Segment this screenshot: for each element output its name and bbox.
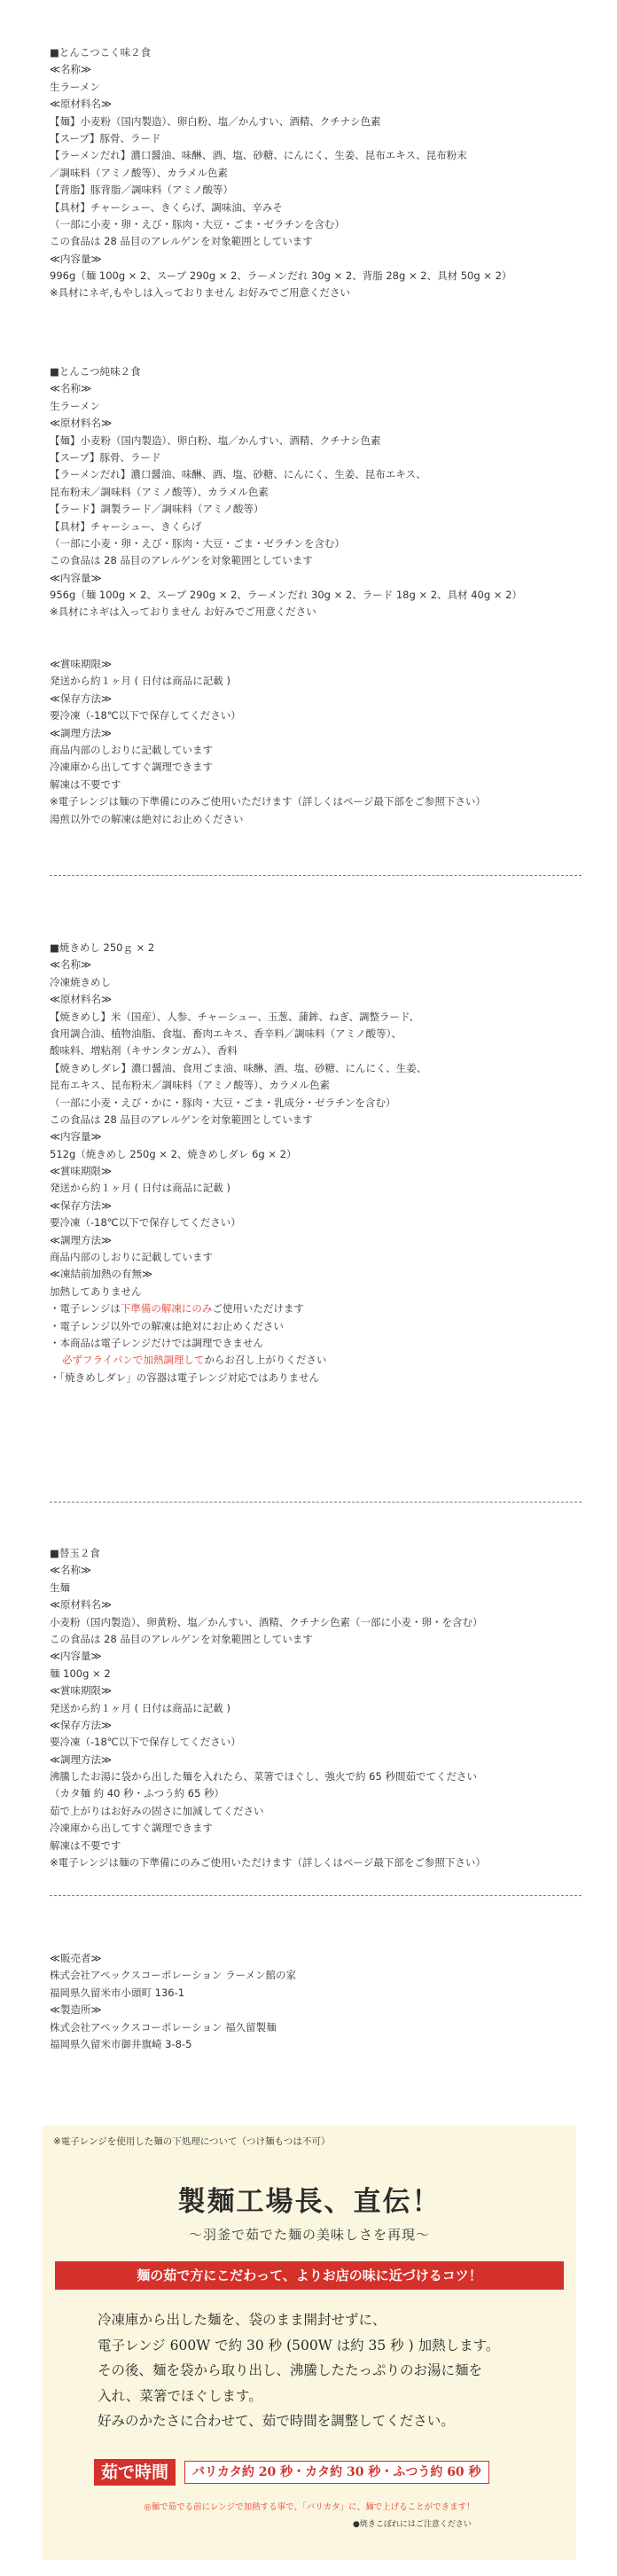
text-line: 昆布エキス、昆布粉末／調味料（アミノ酸等）、カラメル色素 bbox=[50, 1079, 331, 1092]
text-line: 小麦粉（国内製造）、卵黄粉、塩／かんすい、酒精、クチナシ色素（一部に小麦・卵・を含む） bbox=[50, 1615, 483, 1628]
text-line: 956g（麺 100g × 2、スープ 290g × 2、ラーメンだれ 30g × 2、ラード 18g × 2、具材 40g × 2） bbox=[50, 589, 522, 602]
microwave-tips-panel bbox=[43, 2126, 576, 2560]
text-line: 解凍は不要です bbox=[50, 777, 121, 791]
yakimeshi-section bbox=[50, 940, 582, 1386]
divider bbox=[50, 1502, 582, 1503]
text-line: ≪賞味期限≫ bbox=[50, 658, 113, 670]
promo-subtitle: 〜羽釜で茹でた麺の美味しさを再現〜 bbox=[188, 2227, 430, 2243]
text-line: ≪保存方法≫ bbox=[50, 1718, 113, 1731]
text-line: その後、麺を袋から取り出し、沸騰したたっぷりのお湯に麺を bbox=[98, 2362, 483, 2378]
text-line: ≪製造所≫ bbox=[50, 2003, 102, 2017]
text-line: この食品は 28 品目のアレルゲンを対象範囲としています bbox=[50, 1112, 313, 1126]
text-line: ≪内容量≫ bbox=[50, 1130, 102, 1144]
yakimeshi-note-4: 必ずフライパンで加熱調理してからお召し上がりください bbox=[62, 1354, 327, 1367]
text-line: 【具材】チャーシュー、きくらげ bbox=[50, 519, 202, 533]
text-line: ≪内容量≫ bbox=[50, 252, 102, 265]
text-line: （一部に小麦・卵・えび・豚肉・大豆・ごま・ゼラチンを含む） bbox=[50, 536, 345, 550]
text-line: 商品内部のしおりに記載しています bbox=[50, 1251, 213, 1264]
text-line: 発送から約１ヶ月 ( 日付は商品に記載 ) bbox=[50, 675, 230, 688]
text-line: この食品は 28 品目のアレルゲンを対象範囲としています bbox=[50, 1632, 313, 1645]
text-line: 株式会社アペックスコーポレーション ラーメン館の家 bbox=[50, 1969, 297, 1982]
text-line: ※具材にネギは入っておりません お好みでご用意ください bbox=[50, 605, 316, 619]
text-line: ≪保存方法≫ bbox=[50, 1198, 113, 1212]
text-line: 冷凍庫から出した麺を、袋のまま開封せずに、 bbox=[98, 2312, 387, 2328]
ramen-common-section bbox=[50, 656, 582, 828]
text-line: 要冷凍（-18℃以下で保存してください） bbox=[50, 1216, 241, 1229]
text-line: 996g（麺 100g × 2、スープ 290g × 2、ラーメンだれ 30g × 2、背脂 28g × 2、具材 50g × 2） bbox=[50, 269, 512, 283]
text-line: ≪原材料名≫ bbox=[50, 98, 113, 111]
text-line: ≪調理方法≫ bbox=[50, 1752, 113, 1766]
text-line: 【具材】チャーシュー、きくらげ、調味油、辛みそ bbox=[50, 200, 283, 214]
text-line: 株式会社アペックスコーポレーション 福久留製麺 bbox=[50, 2020, 277, 2033]
yakimeshi-note-2: ・電子レンジ以外での解凍は絶対にお止めください bbox=[50, 1319, 284, 1332]
divider bbox=[50, 875, 582, 876]
yakimeshi-note-5: ・「焼きめしダレ」の容器は電子レンジ対応ではありません bbox=[50, 1370, 320, 1384]
text-line: ／調味料（アミノ酸等）、カラメル色素 bbox=[50, 166, 228, 179]
text-line: 冷凍庫から出してすぐ調理できます bbox=[50, 761, 213, 774]
text-line: （一部に小麦・えび・かに・豚肉・大豆・ごま・乳成分・ゼラチンを含む） bbox=[50, 1096, 396, 1109]
text-line: ≪凍結前加熱の有無≫ bbox=[50, 1268, 153, 1281]
text-line: 加熱してありません bbox=[50, 1284, 142, 1298]
text-line: （一部に小麦・卵・えび・豚肉・大豆・ごま・ゼラチンを含む） bbox=[50, 217, 345, 230]
text-line: 【麺】小麦粉（国内製造）、卵白粉、塩／かんすい、酒精、クチナシ色素 bbox=[50, 114, 381, 128]
text-line: この食品は 28 品目のアレルゲンを対象範囲としています bbox=[50, 235, 313, 248]
promo-note: ※電子レンジを使用した麺の下処理について（つけ麺もつは不可） bbox=[53, 2136, 331, 2147]
promo-footnote: ●焼きこぼれにはご注意ください bbox=[353, 2520, 472, 2529]
text-line: 【スープ】豚骨、ラード bbox=[50, 450, 161, 464]
text-line: ≪賞味期限≫ bbox=[50, 1684, 113, 1698]
text-line: 発送から約１ヶ月 ( 日付は商品に記載 ) bbox=[50, 1182, 230, 1195]
text-line: 電子レンジ 600W で約 30 秒 (500W は約 35 秒 ) 加熱します。 bbox=[98, 2337, 500, 2354]
promo-instructions bbox=[98, 2307, 558, 2434]
text-line: ※具材にネギ,もやしは入っておりません お好みでご用意ください bbox=[50, 286, 350, 300]
text-line: 酸味料、増粘剤（キサンタンガム）、香料 bbox=[50, 1044, 238, 1058]
text-line: 生ラーメン bbox=[50, 80, 100, 93]
text-line: 【焼きめしダレ】濃口醤油、食用ごま油、味醂、酒、塩、砂糖、にんにく、生姜、 bbox=[50, 1061, 427, 1074]
text-line: 【麺】小麦粉（国内製造）、卵白粉、塩／かんすい、酒精、クチナシ色素 bbox=[50, 433, 381, 447]
text-line: 麺 100g × 2 bbox=[50, 1667, 111, 1680]
text-line: この食品は 28 品目のアレルゲンを対象範囲としています bbox=[50, 554, 313, 567]
text-line: 生麺 bbox=[50, 1581, 70, 1594]
kaedama-section bbox=[50, 1545, 582, 1871]
text-line: 生ラーメン bbox=[50, 399, 100, 412]
text-line: 【背脂】豚背脂／調味料（アミノ酸等） bbox=[50, 183, 233, 197]
text-line: 要冷凍（-18℃以下で保存してください） bbox=[50, 1736, 241, 1749]
text-line: 冷凍焼きめし bbox=[50, 975, 111, 988]
text-line: ≪原材料名≫ bbox=[50, 417, 113, 430]
text-line: 【ラーメンだれ】濃口醤油、味醂、酒、塩、砂糖、にんにく、生姜、昆布エキス、 bbox=[50, 468, 426, 481]
text-line: ≪原材料名≫ bbox=[50, 1598, 113, 1612]
text-line: 湯煎以外での解凍は絶対にお止めください bbox=[50, 812, 244, 825]
text-line: 【ラード】調製ラード／調味料（アミノ酸等） bbox=[50, 503, 264, 516]
text-line: ≪名称≫ bbox=[50, 1564, 92, 1577]
promo-banner: 麺の茹で方にこだわって、よりお店の味に近づけるコツ！ bbox=[55, 2261, 564, 2290]
text-line: 食用調合油、植物油脂、食塩、畜肉エキス、香辛料／調味料（アミノ酸等）、 bbox=[50, 1026, 402, 1040]
text-line: ≪原材料名≫ bbox=[50, 993, 113, 1006]
text-line: ※電子レンジは麺の下準備にのみご使用いただけます（詳しくはページ最下部をご参照下さい） bbox=[50, 1856, 486, 1870]
promo-warning: ◎麺で茹でる前にレンジで加熱する事で、「バリカタ」に、麺で上げることができます！ bbox=[144, 2502, 475, 2512]
text-line: ■替玉２食 bbox=[50, 1547, 100, 1559]
text-line: 好みのかたさに合わせて、茹で時間を調整してください。 bbox=[98, 2413, 455, 2429]
text-line: ■とんこつこく味２食 bbox=[50, 46, 152, 59]
text-line: 要冷凍（-18℃以下で保存してください） bbox=[50, 709, 241, 722]
text-line: ≪調理方法≫ bbox=[50, 726, 113, 739]
yakimeshi-note-3: ・本商品は電子レンジだけでは調理できません bbox=[50, 1336, 263, 1349]
text-line: 茹で上がりはお好みの固さに加減してください bbox=[50, 1804, 264, 1817]
text-line: 解凍は不要です bbox=[50, 1838, 121, 1852]
yakimeshi-note-1: ・電子レンジは下準備の解凍にのみご使用いただけます bbox=[50, 1302, 304, 1315]
tonkotsu-koku-section bbox=[50, 44, 582, 302]
yakimeshi-lines bbox=[50, 940, 582, 1300]
text-line: 【ラーメンだれ】濃口醤油、味醂、酒、塩、砂糖、にんにく、生姜、昆布エキス、昆布粉末 bbox=[50, 149, 467, 162]
text-line: 沸騰したお湯に袋から出した麺を入れたら、菜箸でほぐし、強火で約 65 秒間茹でてください bbox=[50, 1770, 477, 1784]
text-line: 商品内部のしおりに記載しています bbox=[50, 743, 213, 756]
text-line: （カタ麺 約 40 秒・ふつう約 65 秒） bbox=[50, 1787, 225, 1800]
text-line: ≪名称≫ bbox=[50, 63, 92, 76]
text-line: ■とんこつ純味２食 bbox=[50, 365, 141, 378]
text-line: 入れ、菜箸でほぐします。 bbox=[98, 2387, 262, 2404]
text-line: ≪名称≫ bbox=[50, 382, 92, 395]
text-line: ※電子レンジは麺の下準備にのみご使用いただけます（詳しくはページ最下部をご参照下さい） bbox=[50, 795, 486, 808]
promo-title: 製麺工場長、直伝！ bbox=[177, 2186, 441, 2218]
text-line: 昆布粉末／調味料（アミノ酸等）、カラメル色素 bbox=[50, 485, 269, 498]
text-line: 【スープ】豚骨、ラード bbox=[50, 131, 161, 144]
text-line: 512g（焼きめし 250g × 2、焼きめしダレ 6g × 2） bbox=[50, 1147, 297, 1160]
boil-time-label: 茹で時間 bbox=[94, 2459, 176, 2486]
text-line: 【焼きめし】米（国産）、人参、チャーシュー、玉葱、蒲鉾、ねぎ、調整ラード、 bbox=[50, 1010, 419, 1023]
text-line: ≪調理方法≫ bbox=[50, 1233, 113, 1246]
text-line: ≪内容量≫ bbox=[50, 571, 102, 584]
text-line: ≪販売者≫ bbox=[50, 1952, 102, 1964]
text-line: 発送から約１ヶ月 ( 日付は商品に記載 ) bbox=[50, 1701, 230, 1714]
text-line: 福岡県久留米市御井旗崎 3-8-5 bbox=[50, 2037, 192, 2050]
company-section bbox=[50, 1950, 582, 2053]
boil-times: バリカタ約 20 秒・カタ約 30 秒・ふつう約 60 秒 bbox=[184, 2461, 489, 2484]
text-line: 福岡県久留米市小頭町 136-1 bbox=[50, 1986, 185, 1999]
text-line: ≪保存方法≫ bbox=[50, 691, 113, 705]
text-line: 冷凍庫から出してすぐ調理できます bbox=[50, 1822, 213, 1835]
divider bbox=[50, 1895, 582, 1896]
text-line: ≪内容量≫ bbox=[50, 1650, 102, 1663]
tonkotsu-jun-section bbox=[50, 363, 582, 621]
text-line: ≪賞味期限≫ bbox=[50, 1165, 113, 1178]
text-line: ■焼きめし 250ｇ × 2 bbox=[50, 941, 155, 954]
text-line: ≪名称≫ bbox=[50, 958, 92, 972]
